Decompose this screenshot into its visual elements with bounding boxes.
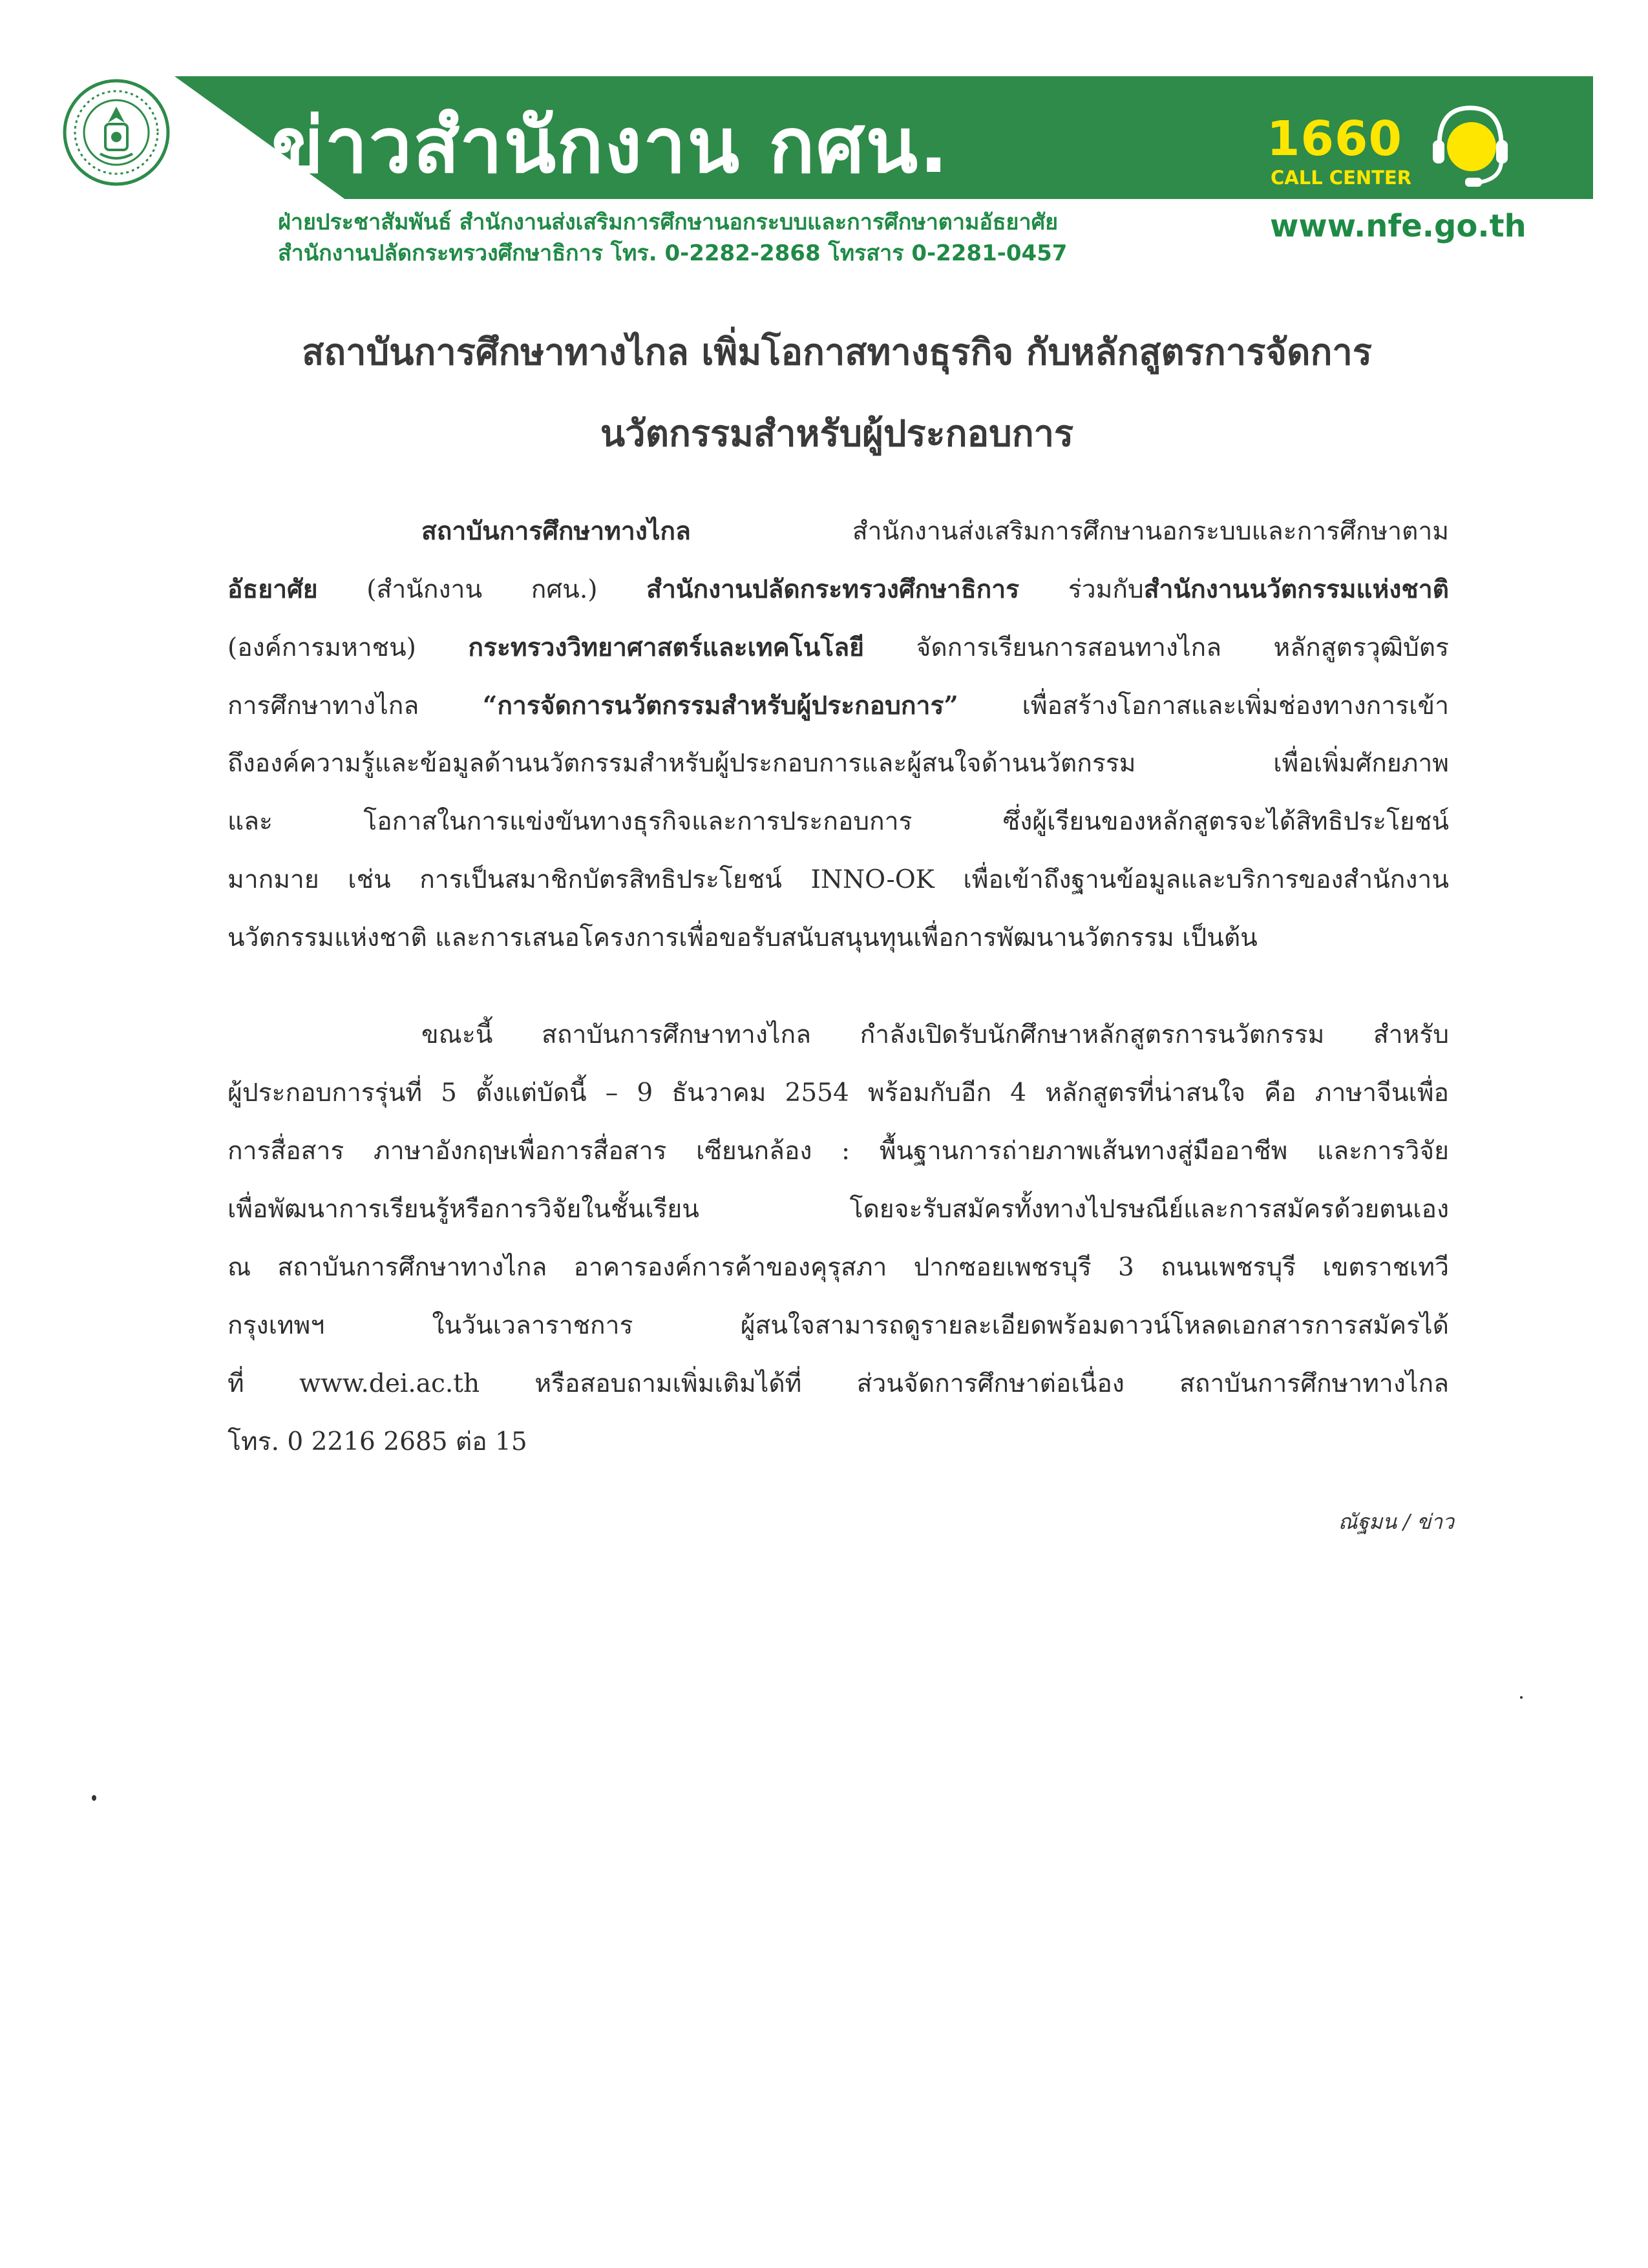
header-subline-department: ฝ่ายประชาสัมพันธ์ สำนักงานส่งเสริมการศึกษานอกระบบและการศึกษาตามอัธยาศัย xyxy=(278,209,1059,235)
body-line: และ โอกาสในการแข่งขันทางธุรกิจและการประกอบการ ซึ่งผู้เรียนของหลักสูตรจะได้สิทธิประโยชน์ xyxy=(227,807,1449,836)
body-line: สถาบันการศึกษาทางไกล สำนักงานส่งเสริมการศึกษานอกระบบและการศึกษาตาม xyxy=(421,516,1449,546)
body-line: ขณะนี้ สถาบันการศึกษาทางไกล กำลังเปิดรับนักศึกษาหลักสูตรการนวัตกรรม สำหรับ xyxy=(421,1020,1449,1049)
article-title-line-1: สถาบันการศึกษาทางไกล เพิ่มโอกาสทางธุรกิจ กับหลักสูตรการจัดการ xyxy=(302,331,1372,373)
body-line: ผู้ประกอบการรุ่นที่ 5 ตั้งแต่บัดนี้ – 9 ธันวาคม 2554 พร้อมกับอีก 4 หลักสูตรที่น่าสนใจ คือ ภาษาจีนเพื่อ xyxy=(227,1078,1449,1108)
nfe-emblem-logo xyxy=(61,78,171,187)
body-line: ถึงองค์ความรู้และข้อมูลด้านนวัตกรรมสำหรับผู้ประกอบการและผู้สนใจด้านนวัตกรรม เพื่อเพิ่มศักยภาพ xyxy=(227,749,1449,778)
body-line: การสื่อสาร ภาษาอังกฤษเพื่อการสื่อสาร เซียนกล้อง : พื้นฐานการถ่ายภาพเส้นทางสู่มืออาชีพ และการวิจัย xyxy=(227,1137,1449,1166)
website-link[interactable]: www.nfe.go.th xyxy=(1270,208,1527,244)
call-center-number: 1660 xyxy=(1267,111,1402,167)
body-line: (องค์การมหาชน) กระทรวงวิทยาศาสตร์และเทคโนโลยี จัดการเรียนการสอนทางไกล หลักสูตรวุฒิบัตร xyxy=(227,633,1449,662)
call-center-badge xyxy=(1267,113,1538,197)
body-line: เพื่อพัฒนาการเรียนรู้หรือการวิจัยในชั้นเรียน โดยจะรับสมัครทั้งทางไปรษณีย์และการสมัครด้วยตนเอง xyxy=(227,1195,1449,1224)
body-line: กรุงเทพฯ ในวันเวลาราชการ ผู้สนใจสามารถดูรายละเอียดพร้อมดาวน์โหลดเอกสารการสมัครได้ xyxy=(227,1311,1449,1340)
scan-speck xyxy=(1520,1696,1523,1699)
masthead-title: ข่าวสำนักงาน กศน. xyxy=(271,101,950,190)
call-center-label: CALL CENTER xyxy=(1271,167,1412,189)
body-line: ที่ www.dei.ac.th หรือสอบถามเพิ่มเติมได้ที่ ส่วนจัดการศึกษาต่อเนื่อง สถาบันการศึกษาทางไกล xyxy=(227,1369,1449,1398)
body-line: การศึกษาทางไกล “การจัดการนวัตกรรมสำหรับผู้ประกอบการ” เพื่อสร้างโอกาสและเพิ่มช่องทางการเข้า xyxy=(227,691,1449,720)
body-line: ณ สถาบันการศึกษาทางไกล อาคารองค์การค้าของคุรุสภา ปากซอยเพชรบุรี 3 ถนนเพชรบุรี เขตราชเทวี xyxy=(227,1253,1449,1282)
body-line: อัธยาศัย (สำนักงาน กศน.) สำนักงานปลัดกระทรวงศึกษาธิการ ร่วมกับสำนักงานนวัตกรรมแห่งชาติ xyxy=(227,574,1449,604)
body-line: นวัตกรรมแห่งชาติ และการเสนอโครงการเพื่อขอรับสนับสนุนทุนเพื่อการพัฒนานวัตกรรม เป็นต้น xyxy=(227,923,1258,952)
headset-icon xyxy=(1425,100,1509,191)
body-line: โทร. 0 2216 2685 ต่อ 15 xyxy=(227,1427,527,1456)
article-byline: ณัฐมน / ข่าว xyxy=(1338,1509,1454,1534)
body-line: มากมาย เช่น การเป็นสมาชิกบัตรสิทธิประโยชน์ INNO-OK เพื่อเข้าถึงฐานข้อมูลและบริการของสำนักงาน xyxy=(227,865,1449,894)
header-subline-contact: สำนักงานปลัดกระทรวงศึกษาธิการ โทร. 0-2282-2868 โทรสาร 0-2281-0457 xyxy=(278,240,1068,266)
scan-speck xyxy=(92,1795,96,1801)
article-title-line-2: นวัตกรรมสำหรับผู้ประกอบการ xyxy=(600,412,1074,455)
